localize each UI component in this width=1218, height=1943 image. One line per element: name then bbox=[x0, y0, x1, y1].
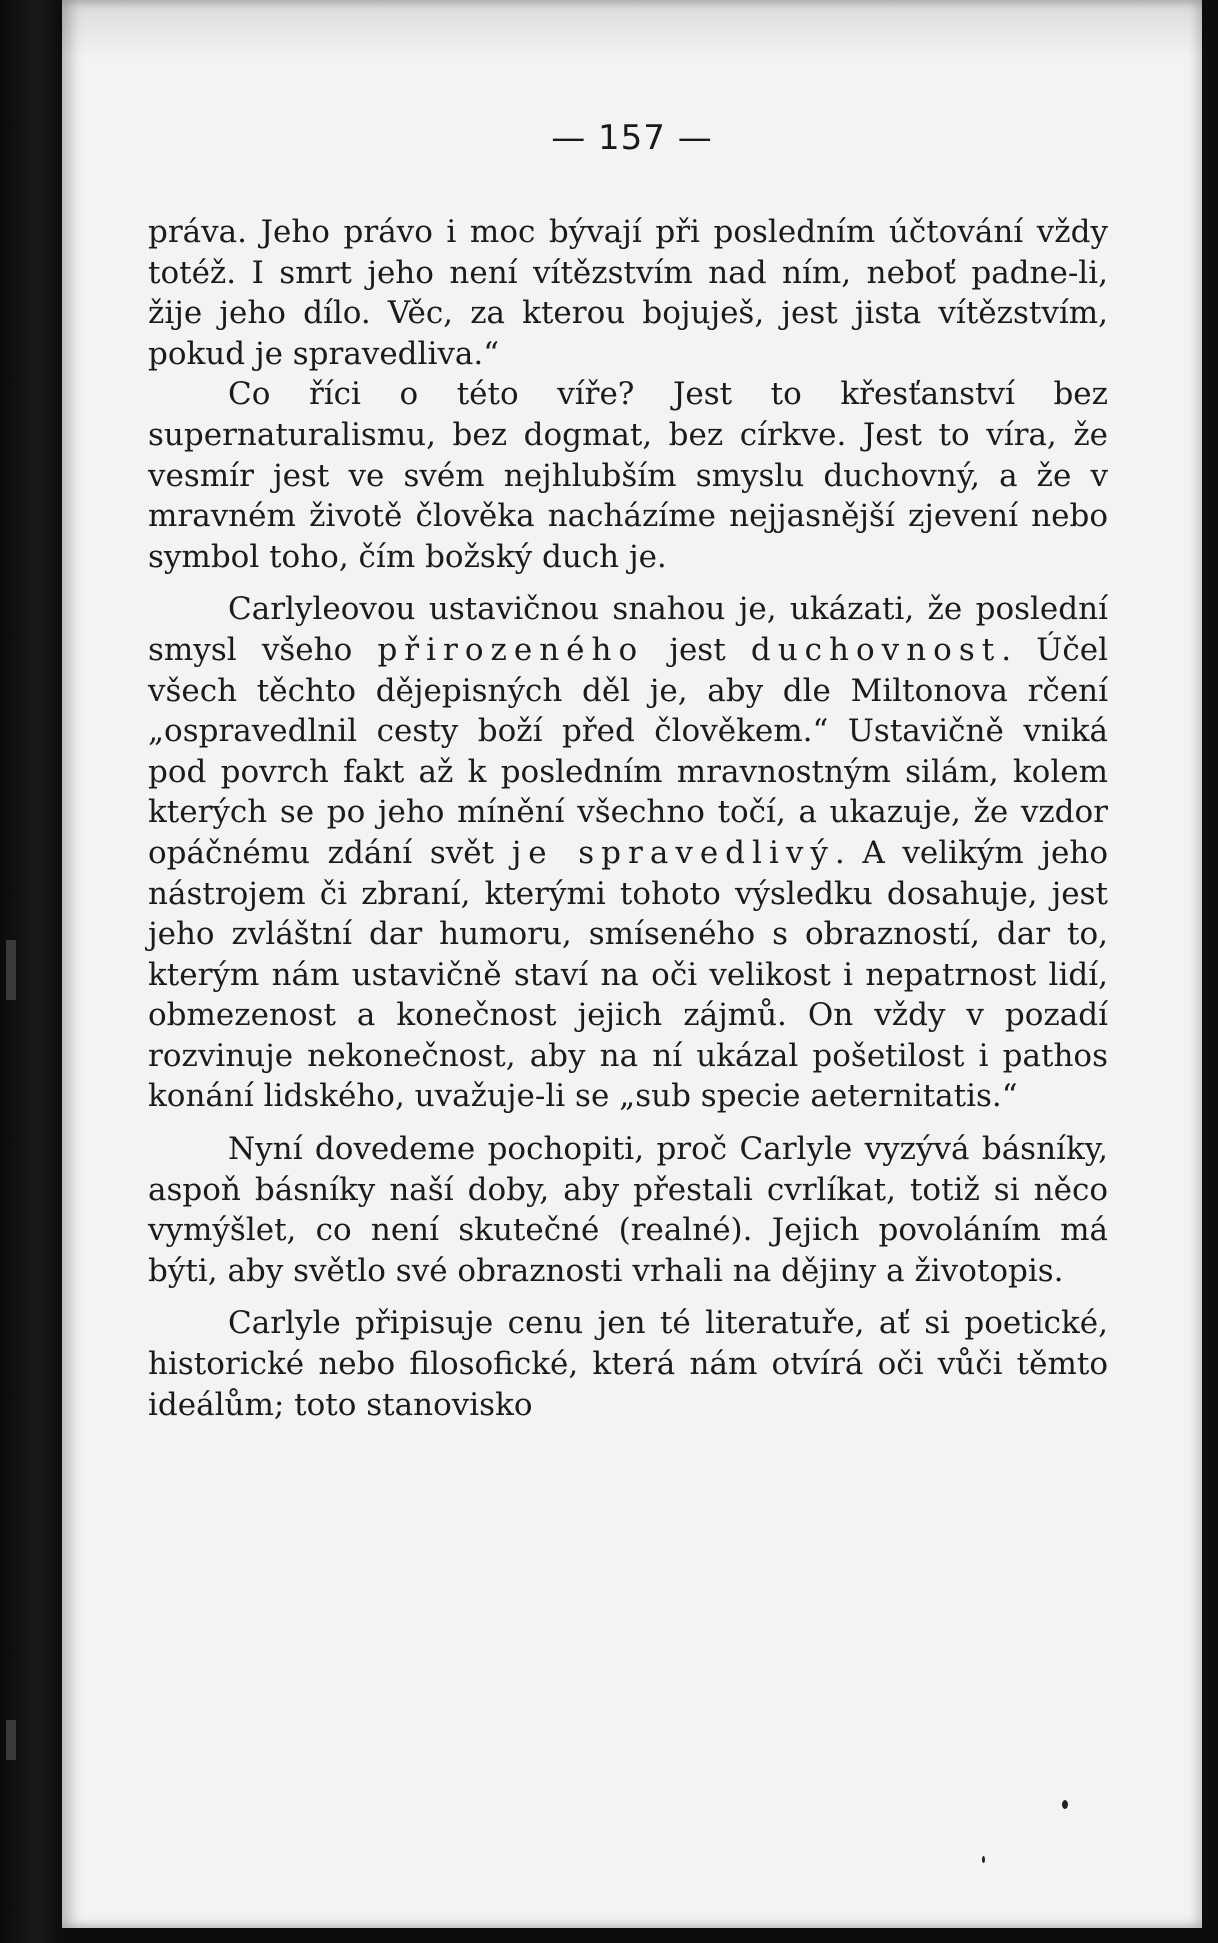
paragraph bbox=[148, 212, 1108, 374]
spaced-emphasis-text: přirozeného bbox=[377, 631, 645, 668]
text-segment: Co říci o této víře? Jest to křesťanství bez supernaturalismu, bez dogmat, bez církve. Jest to víra, že vesmír jest ve svém nejhlubším smyslu duchovný, a že v mravném životě člověka nacházíme nejjasnější zjevení nebo symbol toho, čím božský duch je. bbox=[148, 376, 1108, 575]
paragraph bbox=[148, 589, 1108, 1117]
spaced-emphasis-text: duchovnost bbox=[750, 631, 1002, 668]
book-page bbox=[62, 0, 1202, 1928]
body-text bbox=[148, 212, 1108, 1425]
paragraph bbox=[148, 1129, 1108, 1291]
scan-left-margin bbox=[0, 0, 62, 1943]
text-segment: Nyní dovedeme pochopiti, proč Carlyle vyzývá básníky, aspoň básníky naší doby, aby přestali cvrlíkat, totiž si něco vymýšlet, co není skutečné (realné). Jejich povoláním má býti, aby světlo své obraznosti vrhali na dějiny a životopis. bbox=[148, 1131, 1108, 1289]
text-segment: Carlyle připisuje cenu jen té literatuře, ať si poetické, historické nebo filosofické, která nám otvírá oči vůči těmto ideálům; toto stanovisko bbox=[148, 1305, 1108, 1423]
scan-edge-mark bbox=[6, 940, 16, 1000]
paragraph bbox=[148, 374, 1108, 577]
paragraph bbox=[148, 1303, 1108, 1425]
scan-right-margin bbox=[1202, 0, 1218, 1943]
text-segment: . Účel všech těchto dějepisných děl je, aby dle Miltonova rčení „ospravedlnil cesty boží před člověkem.“ Ustavičně vniká pod povrch fakt až k posledním mravnostným silám, kolem kterých se po jeho mínění všechno točí, a ukazuje, že vzdor opáčnému zdání svět bbox=[148, 631, 1108, 871]
scan-edge-mark bbox=[6, 1720, 16, 1760]
page-shadow bbox=[62, 0, 1202, 60]
scan-speck bbox=[1062, 1800, 1068, 1809]
text-segment: práva. Jeho právo i moc bývají při posledním účtování vždy totéž. I smrt jeho není vítězstvím nad ním, neboť padne-li, žije jeho dílo. Věc, za kterou bojuješ, jest jista vítězstvím, pokud je spravedliva.“ bbox=[148, 214, 1108, 372]
text-segment: Carlyleovou ustavičnou snahou je, ukázati, že poslední smysl všeho bbox=[148, 591, 1108, 668]
page-number: — 157 — bbox=[551, 118, 713, 158]
text-segment: jest bbox=[644, 631, 751, 668]
spaced-emphasis-text: je spravedlivý bbox=[511, 834, 835, 871]
text-segment: . A velikým jeho nástrojem či zbraní, kterými tohoto výsledku dosahuje, jest jeho zvláštní dar humoru, smíseného s obrazností, dar to, kterým nám ustavičně staví na oči velikost i nepatrnost lidí, obmezenost a konečnost jejich zájmů. On vždy v pozadí rozvinuje nekonečnost, aby na ní ukázal pošetilost i pathos konání lidského, uvažuje-li se „sub specie aeternitatis.“ bbox=[148, 834, 1108, 1115]
scan-speck bbox=[982, 1856, 985, 1863]
